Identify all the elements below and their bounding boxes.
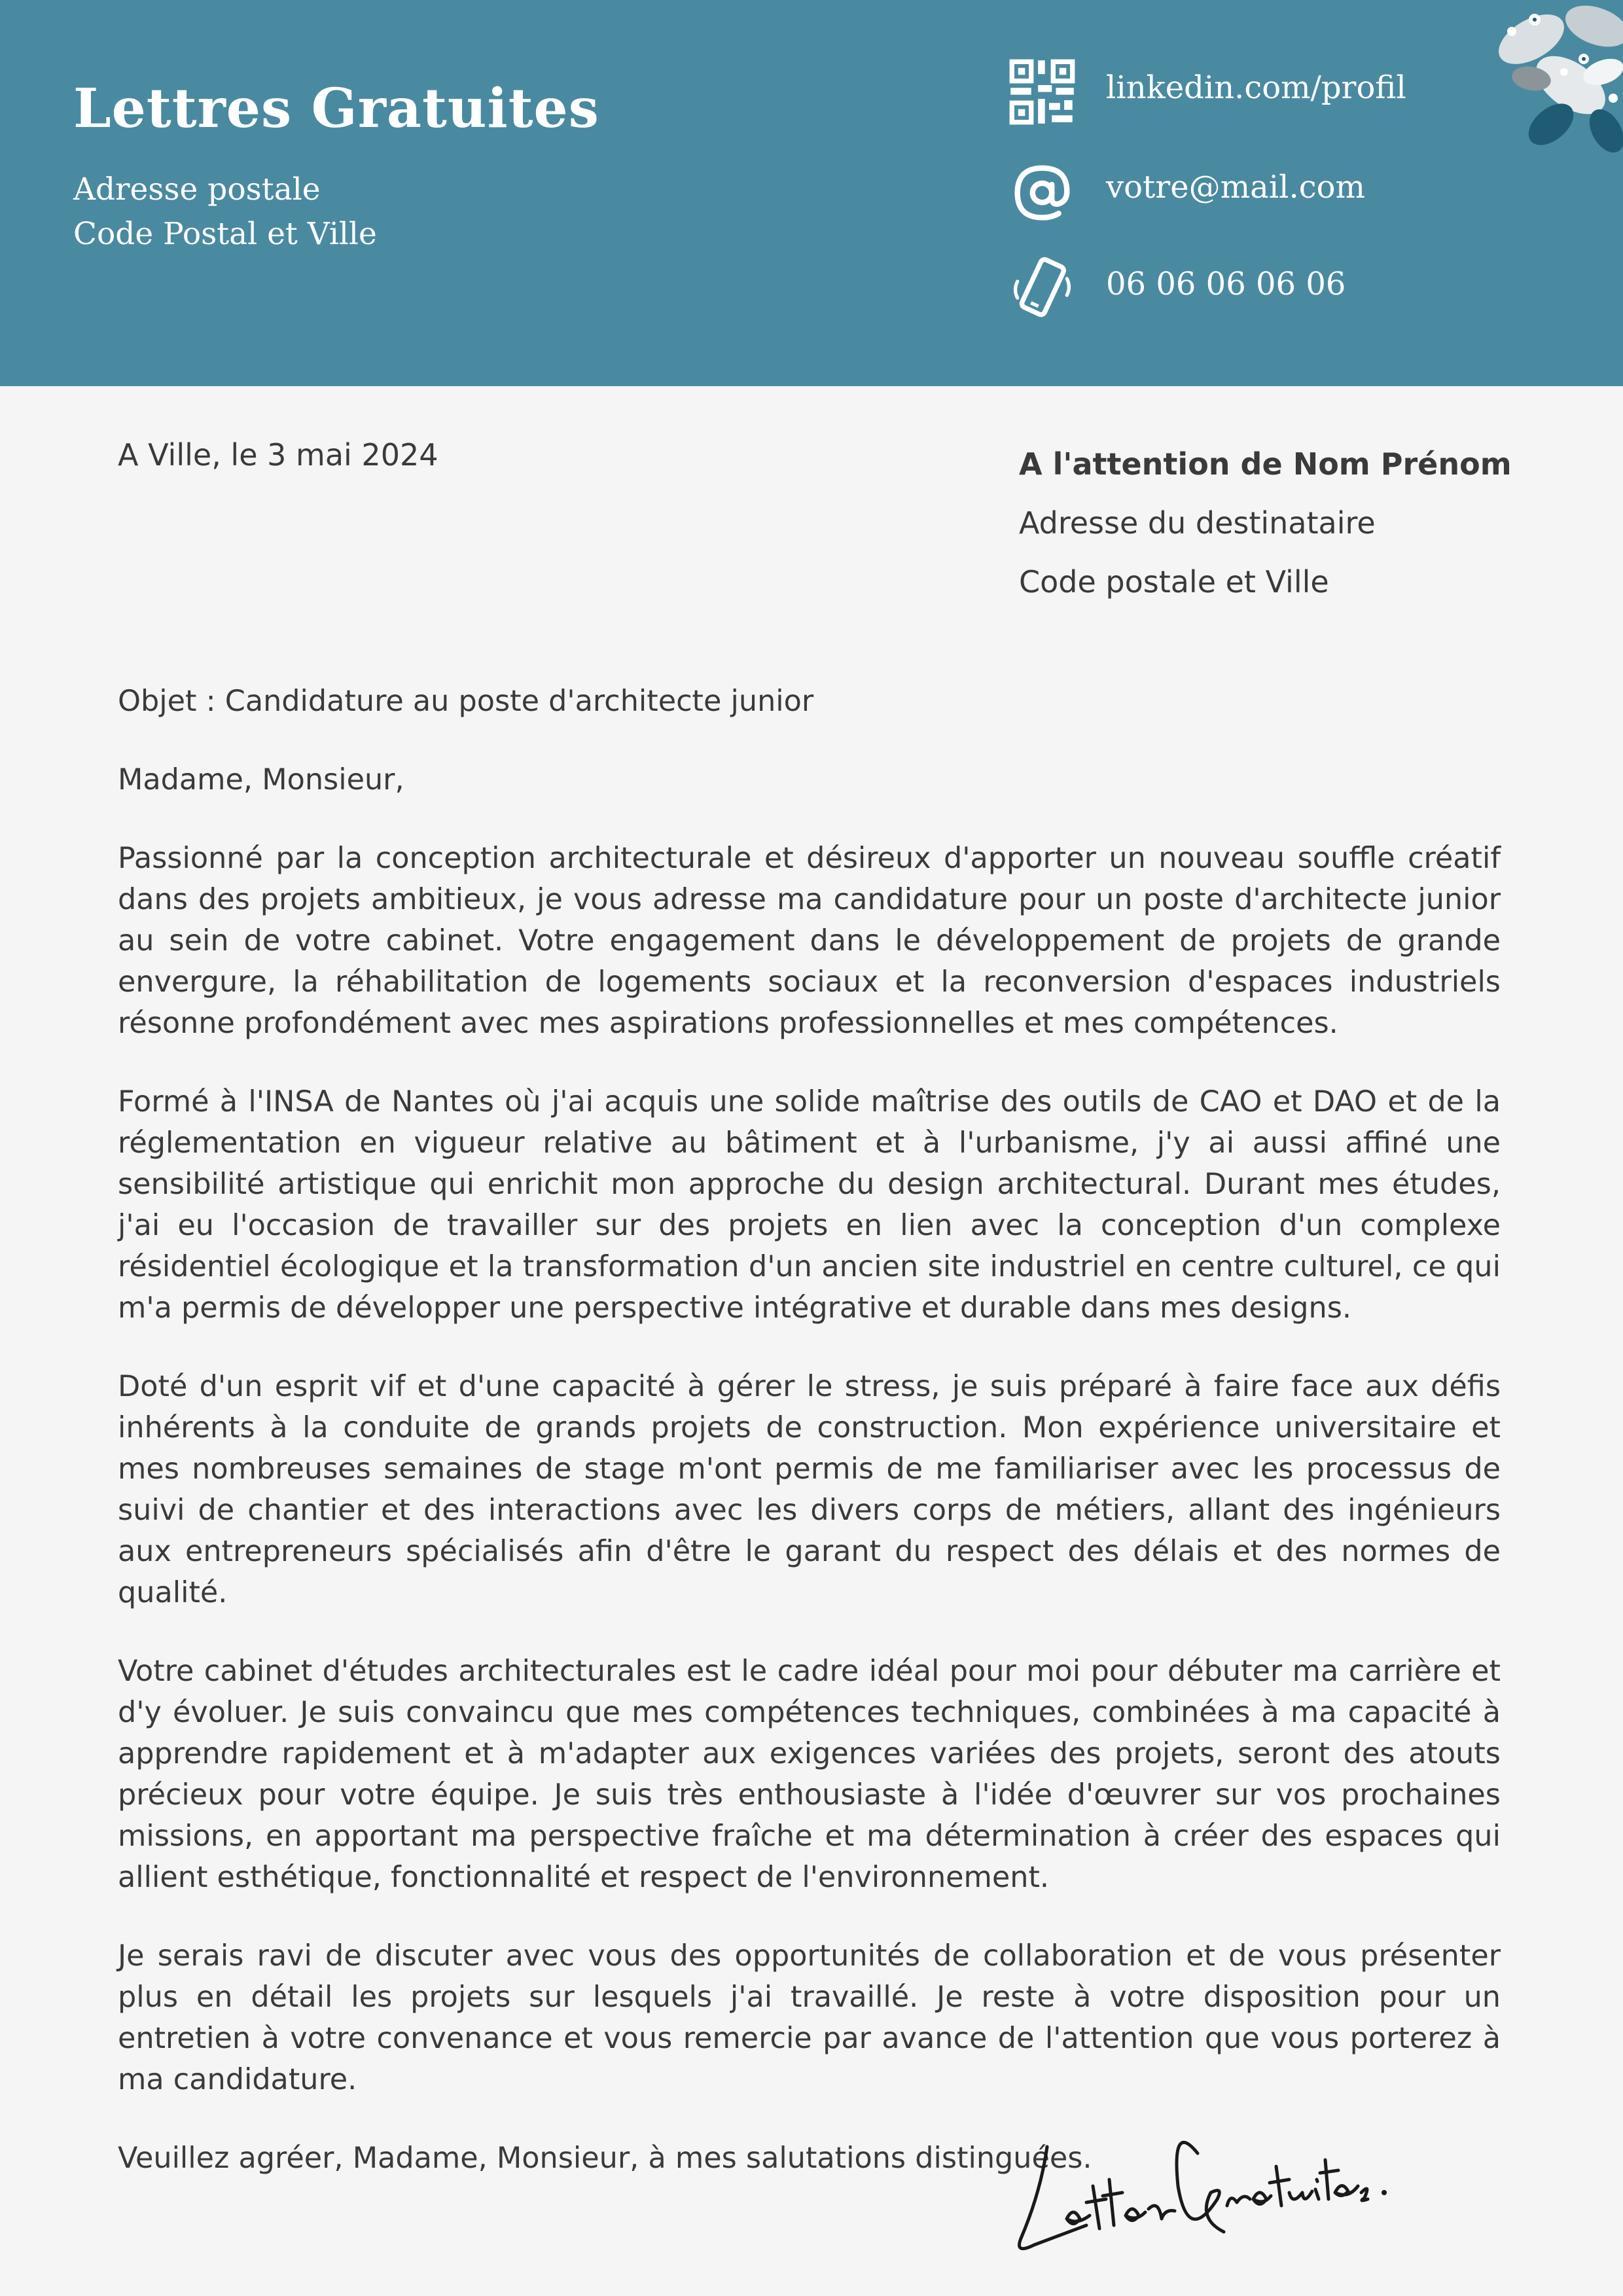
sender-address: Adresse postale: [73, 171, 321, 207]
letter-paragraph: Je serais ravi de discuter avec vous des opportunités de collaboration et de vous présenter plus en détail les projets sur lesquels j'ai travaillé. Je reste à votre disposition pour un entretien à votre convenance et vous remercie par avance de l'attention que vous porterez à ma candidature.: [118, 1939, 1501, 2096]
sender-city: Code Postal et Ville: [73, 216, 377, 252]
letter-body: [118, 681, 1501, 2216]
letter-paragraph: Formé à l'INSA de Nantes où j'ai acquis une solide maîtrise des outils de CAO et DAO et de la réglementation en vigueur relative au bâtiment et à l'urbanisme, j'y ai aussi affiné une sensibilité artistique qui enrichit mon approche du design architectural. Durant mes études, j'ai eu l'occasion de travailler sur des projets en lien avec la conception d'un complexe résidentiel écologique et la transformation d'un ancien site industriel en centre culturel, ce qui m'a permis de développer une perspective intégrative et durable dans mes designs.: [118, 1085, 1501, 1325]
qr-code-icon: [1008, 58, 1077, 126]
sender-name: Lettres Gratuites: [73, 77, 599, 140]
letter-closing: Veuillez agréer, Madame, Monsieur, à mes salutations distinguées.: [118, 2142, 1092, 2175]
letter-paragraph: Doté d'un esprit vif et d'une capacité à gérer le stress, je suis préparé à faire face aux défis inhérents à la conduite de grands projets de construction. Mon expérience universitaire et mes nombreuses semaines de stage m'ont permis de me familiariser avec les processus de suivi de chantier et des interactions avec les divers corps de métiers, allant des ingénieurs aux entrepreneurs spécialisés afin d'être le garant du respect des délais et des normes de qualité.: [118, 1370, 1501, 1609]
letter-paragraph: Passionné par la conception architecturale et désireux d'apporter un nouveau souffle créatif dans des projets ambitieux, je vous adresse ma candidature pour un poste d'architecte junior au sein de votre cabinet. Votre engagement dans le développement de projets de grande envergure, la réhabilitation de logements sociaux et la reconversion d'espaces industriels résonne profondément avec mes aspirations professionnelles et mes compétences.: [118, 842, 1501, 1040]
letter-subject: Objet : Candidature au poste d'architecte junior: [118, 685, 814, 718]
floral-decoration-icon: [1472, 0, 1623, 190]
letter-date: A Ville, le 3 mai 2024: [118, 437, 438, 473]
letter-paragraph: Votre cabinet d'études architecturales est le cadre idéal pour moi pour débuter ma carrière et d'y évoluer. Je suis convaincu que mes compétences techniques, combinées à ma capacité à apprendre rapidement et à m'adapter aux exigences variées des projets, seront des atouts précieux pour votre équipe. Je suis très enthousiaste à l'idée d'œuvrer sur vos prochaines missions, en apportant ma perspective fraîche et ma détermination à créer des espaces qui allient esthétique, fonctionnalité et respect de l'environnement.: [118, 1655, 1501, 1894]
recipient-address: Adresse du destinataire: [1019, 505, 1376, 541]
email-text: votre@mail.com: [1106, 169, 1366, 206]
linkedin-text: linkedin.com/profil: [1106, 69, 1406, 106]
header-banner: [0, 0, 1623, 386]
recipient-name: A l'attention de Nom Prénom: [1019, 446, 1512, 482]
at-sign-icon: [1008, 157, 1077, 226]
phone-icon: [1008, 254, 1077, 323]
letter-salutation: Madame, Monsieur,: [118, 763, 404, 797]
phone-text: 06 06 06 06 06: [1106, 266, 1346, 302]
signature-icon: [1001, 2094, 1394, 2265]
recipient-block: [1019, 435, 1512, 611]
recipient-city: Code postale et Ville: [1019, 564, 1329, 600]
